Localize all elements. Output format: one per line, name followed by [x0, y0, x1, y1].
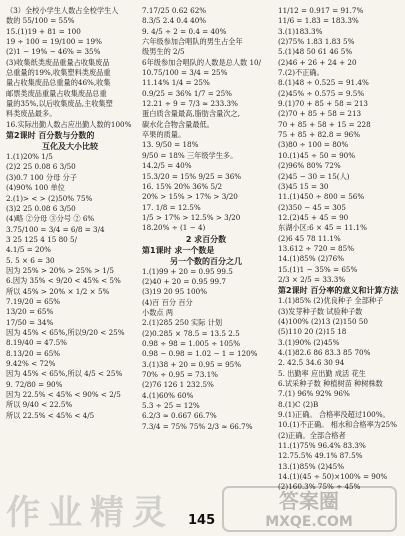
answer-line: 9/50 = 18% 三年级学生多。 — [142, 150, 238, 160]
answer-line: (2)76 126 1 232.5% — [142, 380, 214, 390]
answer-line: 7.17/25 0.62 62% — [142, 6, 207, 15]
answer-line: 料类废品最多。 — [6, 109, 57, 119]
logo-title: 答案圈 — [279, 489, 339, 513]
answer-line: 卒果的质量。 — [142, 130, 186, 140]
answer-line: 6年级参加合唱队的人数是总人数 10/ — [142, 57, 262, 67]
logo-url: MXQE.COM — [265, 514, 353, 530]
answer-line: 0.9/25 = 36% 1/7 = 25% — [142, 88, 232, 98]
answer-line: 9.42% < 72% — [6, 359, 56, 368]
answer-line: 1.(1)20% 1/5 — [6, 152, 53, 162]
section-heading: 另一个数的百分之几 — [170, 256, 242, 266]
answer-line: 邮票类废品重量占收集废品总重 — [6, 88, 107, 98]
answer-line: 9.(1)正确。 合格率没超过100%。 — [278, 410, 390, 420]
answer-line: （3）全校小学生人数占全校学生人 — [6, 6, 119, 15]
answer-line: 4.1/5 = 20% — [6, 245, 51, 255]
answer-line: (3)收集纸类废品重量占收集废品 — [6, 57, 110, 67]
answer-line: 碳水化合物含量最低。 — [142, 119, 214, 129]
answer-line: 8.(1)C (2)B — [278, 399, 319, 409]
answer-line: 小数点 两 — [142, 307, 174, 317]
answer-line: 11.(1)450 ÷ 800 = 56% — [278, 192, 365, 202]
answer-line: 13.(1)85% (2)45% — [278, 461, 345, 471]
answer-line: 14.(1)(45 ÷ 50)×100% = 90% — [278, 472, 388, 482]
answer-line: 8.3/5 2.4 0.4 40% — [142, 16, 207, 26]
answer-line: 13. 9/50 = 18% — [142, 140, 199, 150]
answer-line: 75 + 85 + 82.8 = 96% — [278, 130, 361, 140]
section-heading: 互化及大小比较 — [42, 142, 98, 152]
answer-line: 9.(1)70 + 85 + 58 = 213 — [278, 99, 368, 109]
answer-line: 3.(1)183.3% — [278, 26, 323, 36]
answer-line: (2)160.3% 75% ÷ 45% — [278, 482, 361, 492]
answer-line: 2.(1)285 250 实际 计划 — [142, 318, 223, 328]
answer-line: (4)90% 100 单位 — [6, 183, 65, 193]
answer-line: 15.(1)1 − 35% = 65% — [278, 264, 358, 274]
answer-line: (2)2 25 0.08 6 3/50 — [6, 162, 76, 172]
answer-column-middle — [142, 6, 270, 502]
answer-line: 4.(1)82.6 86 83.3 85 70% — [278, 348, 371, 357]
answer-line: (2)46 + 26 + 24 + 20 — [278, 57, 357, 67]
answer-line: (3)2 25 0.08 6 3/50 — [6, 203, 76, 213]
answer-line: 量的35%,以后收集废品,主收集塑 — [6, 99, 113, 109]
answer-line: 11/6 = 1.83 = 183.3% — [278, 16, 359, 26]
answer-line: (2)70 + 85 + 58 = 213 — [278, 109, 362, 119]
answer-line: 数的 55/100 = 55% — [6, 16, 75, 26]
answer-line: 10.(1)45 ÷ 50 = 90% — [278, 150, 356, 160]
answer-line: (2)96% 80% 72% — [278, 161, 341, 171]
answer-line: 6.试采种子数 种植树苗 种树株数 — [278, 379, 383, 389]
answer-line: 16.实际出勤人数占应出勤人数的100% — [6, 119, 132, 129]
answer-line: 蛋白质含量最高,脂肪含量次之, — [142, 109, 241, 119]
answer-line: (4)100% (2)13 (2)150 50 — [278, 316, 368, 326]
answer-line: 因为 25% > 20% > 25% > 1/5 — [6, 265, 114, 275]
answer-line: 5. 5 × 6 = 30 — [6, 255, 55, 265]
answer-line: 3.75/100 = 3/4 = 6/8 = 3/4 — [6, 224, 105, 234]
answer-line: 4.(1)60% 60% — [142, 390, 194, 400]
answer-line: (4)百 百分 百分 — [142, 297, 193, 307]
answer-line: 1.(1)99 + 20 = 0.95 99.5 — [142, 266, 233, 276]
answer-line: (2)45% ÷ 0.575 = 9.5% — [278, 88, 365, 98]
answer-line: 7.(2)不正确。 — [278, 68, 324, 78]
answer-line: 0.98 − 0.98 = 1.02 − 1 = 120% — [142, 349, 258, 359]
answer-line: (3)19 20 95 100% — [142, 287, 208, 297]
section-heading: 2 求百分数 — [185, 234, 227, 244]
answer-line: 8.19/40 = 47.5% — [6, 338, 67, 348]
answer-line: 5.(1)48 50 61 46 5% — [278, 47, 353, 57]
answer-line: 因为 22.5% < 45% < 90% < 2/5 — [6, 390, 121, 400]
answer-line: 13.612 ÷ 720 = 85% — [278, 243, 355, 253]
answer-line: 5.3 ÷ 25 = 12% — [142, 401, 200, 411]
answer-line: 15.3/20 = 15% 9/25 = 36% — [142, 171, 242, 181]
answer-line: 3.(1)38 + 20 = 0.95 = 95% — [142, 359, 242, 369]
answer-line: (3)45 15 = 30 — [278, 181, 329, 191]
answer-line: 5. 出勤率 应出勤 成活 花生 — [278, 368, 366, 378]
answer-line: 11.(1)75% 96.4% 83.3% — [278, 441, 366, 451]
page-number: 145 — [188, 513, 216, 528]
answer-line: 20% > 15% > 17% > 3/20 — [142, 192, 238, 202]
answer-line: 2. 42.5 34.6 30 94 — [278, 358, 345, 368]
answer-line: 11/12 = 0.917 = 91.7% — [278, 6, 364, 15]
answer-line: (2)6 45 78 11.1% — [278, 233, 341, 243]
answer-line: 70 + 85 + 58 + 15 = 228 — [278, 119, 371, 129]
answer-line: 所以 22.5% < 45% < 4/5 — [6, 410, 95, 420]
answer-line: (2)1 − 19% − 46% = 35% — [6, 47, 101, 57]
watermark-text: 作业精灵 — [6, 493, 174, 533]
section-heading: 第1课时 求一个数是 — [142, 245, 215, 255]
answer-line: (2)0.285 × 78.5 = 13.5 2.5 — [142, 328, 240, 338]
answer-line: 3.(1)90% (2)45% — [278, 337, 340, 347]
answer-site-logo — [222, 486, 397, 532]
answer-line: 所以 45% > 20% × 1/2 × 5% — [6, 286, 110, 296]
answer-line: (4)略 ②分母 ③分号 ② 6% — [6, 214, 95, 224]
answer-column-left — [6, 6, 134, 502]
answer-line: 9. 4/5 ÷ 2 = 0.4 = 40% — [142, 26, 227, 36]
section-heading: 第2课时 百分率的意义和计算方法 — [278, 286, 399, 296]
answer-line: (2)45 − 30 = 15(人) — [278, 171, 350, 181]
answer-line: 70% ÷ 0.95 = 73.1% — [142, 370, 218, 379]
answer-line: 10.(1)不正确。 相水和合格率为25% — [278, 420, 397, 430]
answer-line: 7.3/4 = 75% 75% 2/3 ≈ 66.7% — [142, 421, 253, 431]
answer-line: 8.(1)48 ÷ 0.525 = 91.4% — [278, 78, 369, 88]
answer-line: (3)发芽种子数 试验种子数 — [278, 306, 363, 316]
answer-line: 14.2/5 = 40% — [142, 161, 192, 171]
answer-line: (2)40 + 20 = 0.95 99.7 — [142, 276, 226, 286]
answer-line: 0.98 ÷ 98 = 1.005 ÷ 105% — [142, 338, 241, 348]
answer-line: (5)110 20 (2)15 18 — [278, 327, 347, 337]
answer-line: 8.13/20 = 65% — [6, 348, 61, 358]
answer-line: 12.(2)45 + 45 = 90 — [278, 212, 349, 222]
answer-line: (3)0.7 100 分母 分子 — [6, 172, 77, 182]
answer-line: 总重量的19%,收集塑料类废品重 — [6, 68, 111, 78]
answer-line: 3 25 125 4 15 80 5/ — [6, 234, 78, 244]
answer-line: (3)80 ÷ 100 = 80% — [278, 140, 349, 150]
answer-line: 6.2/3 ≈ 0.667 66.7% — [142, 411, 217, 421]
answer-line: 12.75.5% 49.1% 87.5% — [278, 451, 363, 461]
answer-line: (2)正确。全部合格者 — [278, 430, 346, 440]
answer-line: 17/50 = 34% — [6, 317, 54, 327]
answer-line: 2/3 × 2/5 = 33.3% — [278, 274, 346, 284]
answer-line: 1.(1)85% (2)优良种子 全部种子 — [278, 296, 384, 306]
answer-line: (2)75% 1.83 1.83 5% — [278, 37, 355, 47]
answer-line: 所以 9/40 < 22.5% — [6, 400, 73, 410]
answer-line: 六年级参加合唱队的男生占全年 — [142, 37, 243, 47]
answer-line: 17. 1/8 = 12.5% — [142, 202, 201, 212]
answer-line: 7.(1) 96% 92% 96% — [278, 389, 350, 399]
answer-line: 11.14% 1/4 = 25% — [142, 78, 210, 88]
answer-line: 量占收集废品总重量的46%,收集 — [6, 78, 111, 88]
answer-line: 2.(1)> < > (2)50% 75% — [6, 193, 93, 203]
answer-line: 因为 45% < 65%,所以9/20 < 25% — [6, 327, 125, 337]
answer-line: 6.因为 35% < 9/20 < 45% < 5% — [6, 276, 121, 286]
answer-line: (2)350 − 45 = 305 — [278, 202, 346, 212]
answer-line: 19 ÷ 100 = 19/100 = 19% — [6, 37, 102, 47]
answer-line: 9. 72/80 = 90% — [6, 379, 63, 389]
answer-line: 级男生的 2/5 — [142, 47, 185, 57]
section-heading: 第2课时 百分数与分数的 — [6, 131, 95, 141]
answer-line: 16. 15% 20% 36% 5/2 — [142, 181, 223, 191]
answer-line: 14.(1)85% (2)76% — [278, 254, 345, 264]
answer-line: 因为 45% < 65%,所以 4/5 < 25% — [6, 369, 123, 379]
answer-column-right — [278, 6, 400, 502]
answer-line: 7.19/20 = 65% — [6, 296, 61, 306]
answer-line: 13/20 = 65% — [6, 307, 54, 317]
answer-line: 东湖小区:6 × 45 = 11.1% — [278, 223, 367, 233]
answer-line: 18.20% ÷ (1 − 4) — [142, 223, 206, 233]
answer-line: 12.21 ÷ 9 = 7/3 ≈ 233.3% — [142, 99, 238, 109]
answer-line: 1/5 > 17% > 12.5% > 3/20 — [142, 212, 241, 222]
answer-line: 10.75/100 = 3/4 = 25% — [142, 68, 228, 78]
answer-line: 15.(1)19 + 81 = 100 — [6, 26, 81, 36]
